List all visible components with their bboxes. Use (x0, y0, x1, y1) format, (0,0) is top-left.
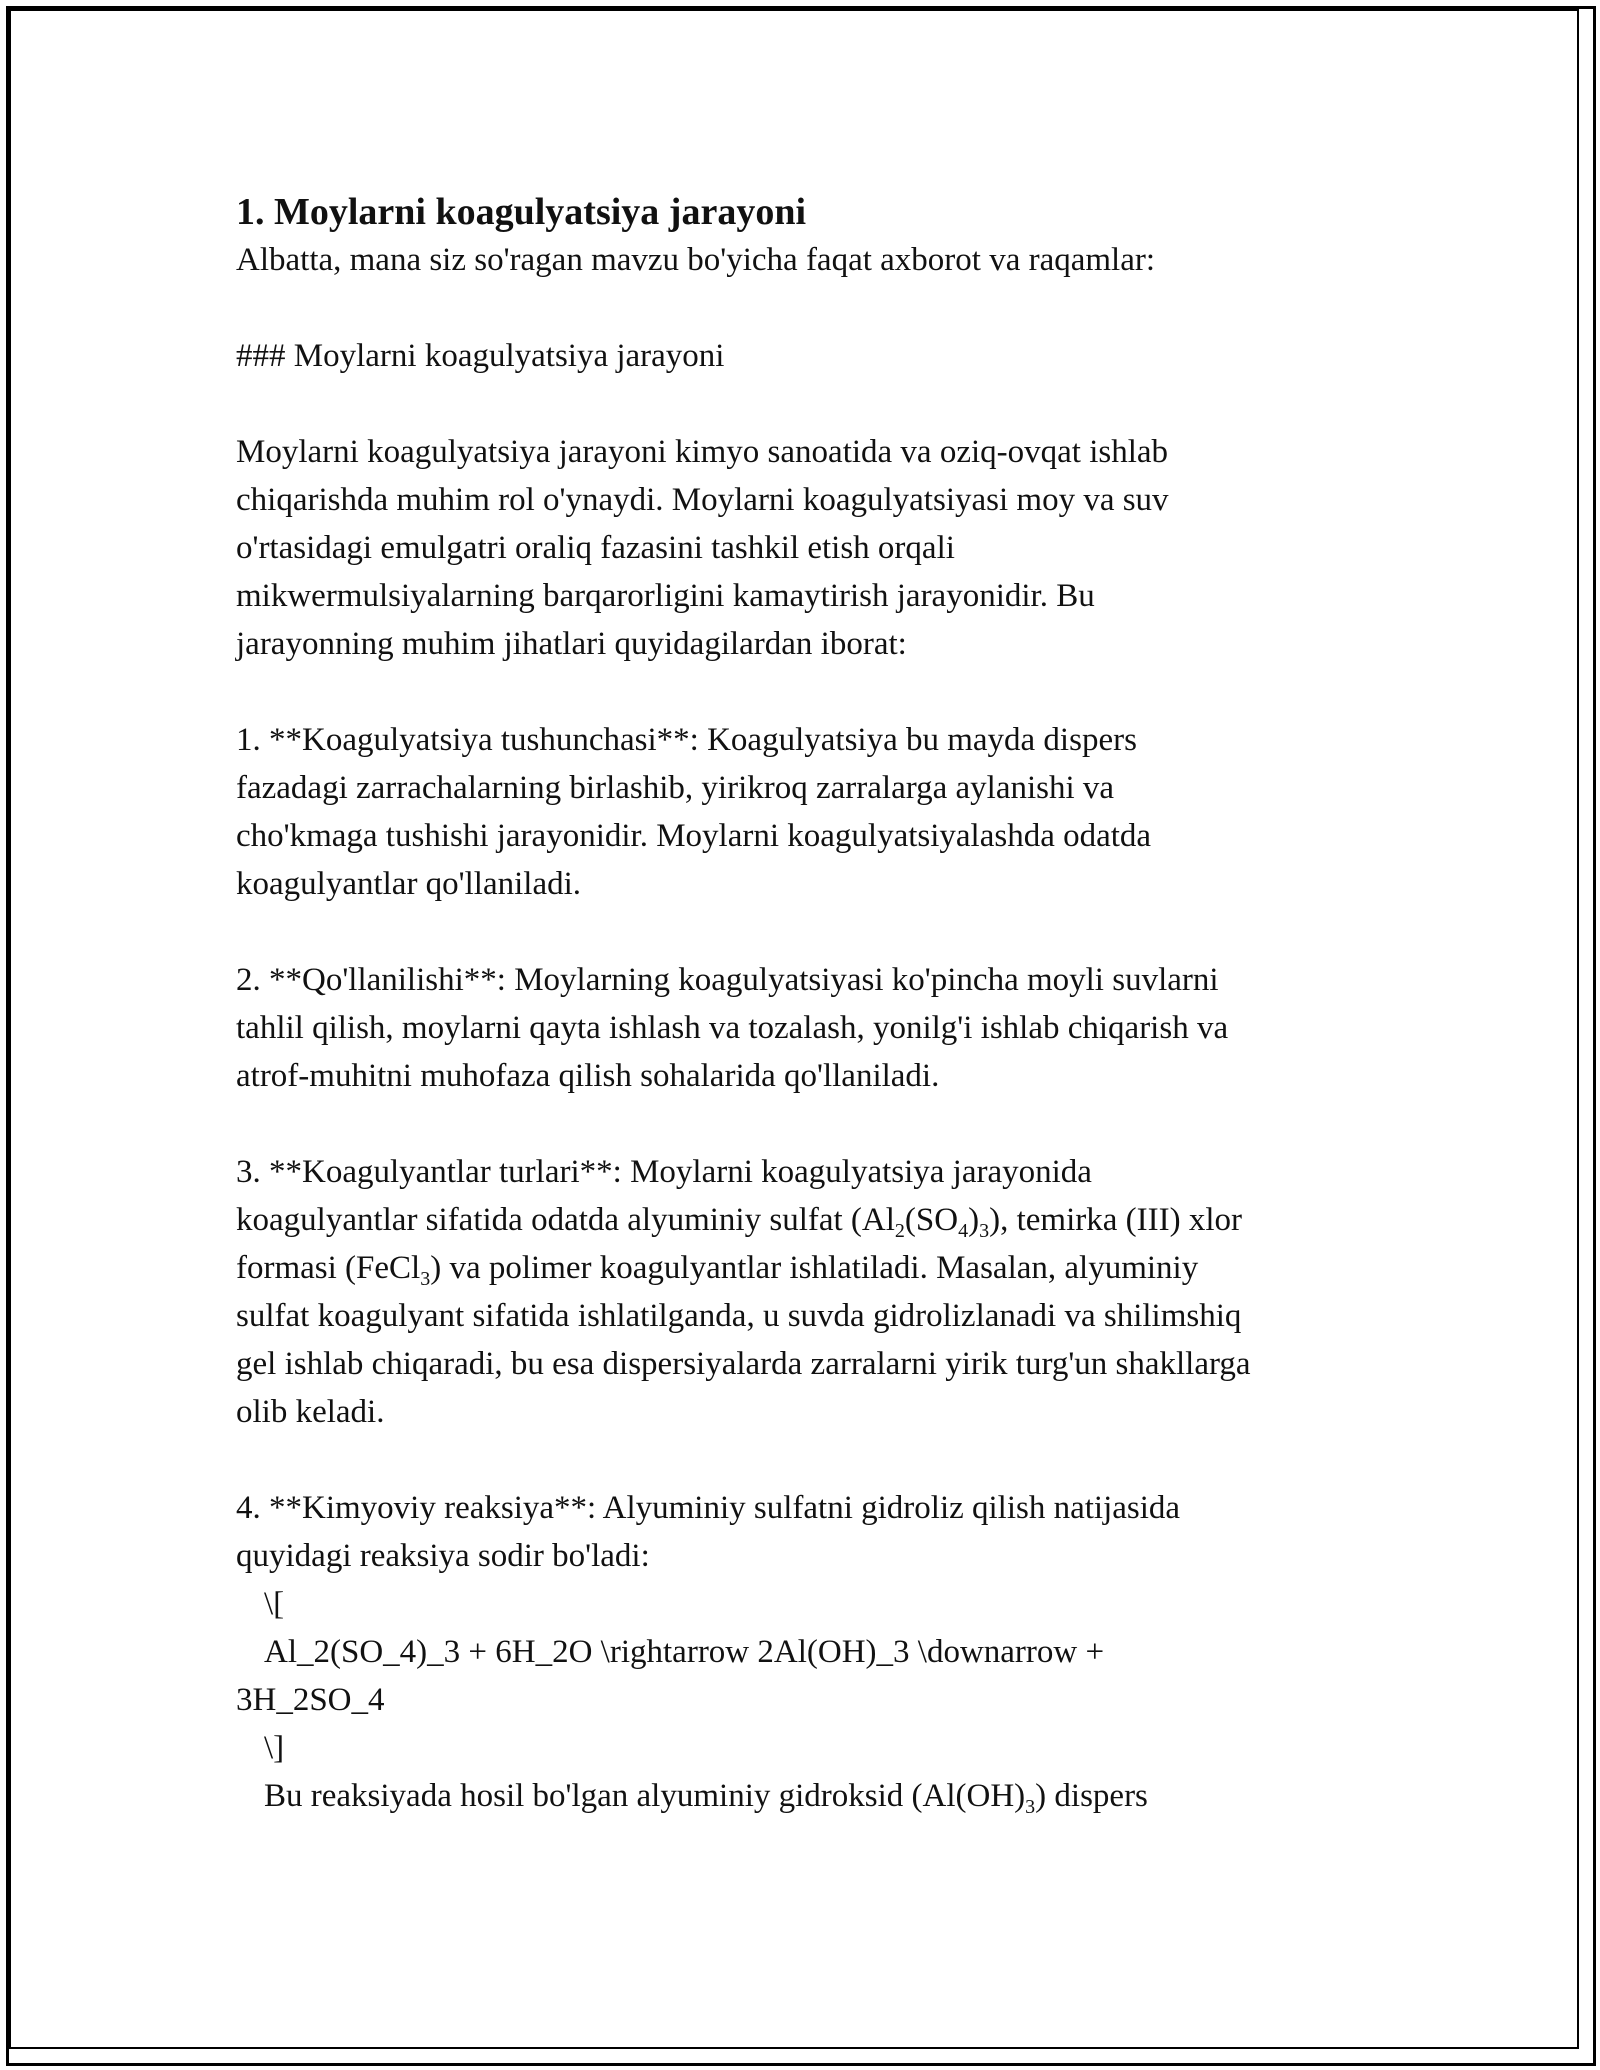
subheading-text: ### Moylarni koagulyatsiya jarayoni (236, 338, 725, 374)
text-run: formasi (FeCl (236, 1250, 421, 1286)
list-item-line: cho'kmaga tushishi jarayonidir. Moylarni koagulyatsiyalashda odatda (236, 818, 1152, 854)
equation-close: \] (264, 1730, 285, 1766)
list-item-line: gel ishlab chiqaradi, bu esa dispersiyalarda zarralarni yirik turg'un shakllarga (236, 1346, 1251, 1382)
spacer (236, 668, 1376, 716)
list-item-4 (236, 1484, 1376, 1820)
paragraph-line: jarayonning muhim jihatlari quyidagilardan iborat: (236, 626, 907, 662)
subscript: 3 (979, 1220, 990, 1242)
list-item-line: 1. **Koagulyatsiya tushunchasi**: Koagulyatsiya bu mayda dispers (236, 722, 1137, 758)
text-run: (SO (904, 1202, 959, 1238)
list-item-line: fazadagi zarrachalarning birlashib, yirikroq zarralarga aylanishi va (236, 770, 1115, 806)
document-body (236, 188, 1376, 1820)
list-item-line (236, 1196, 1376, 1244)
paragraph-line: mikwermulsiyalarning barqarorligini kamaytirish jarayonidir. Bu (236, 578, 1095, 614)
equation-line: Al_2(SO_4)_3 + 6H_2O \rightarrow 2Al(OH)_3 \downarrow + (264, 1634, 1105, 1670)
subscript: 4 (958, 1220, 969, 1242)
text-run: ), temirka (III) xlor (989, 1202, 1242, 1238)
list-item-2 (236, 956, 1376, 1100)
paragraph-line: chiqarishda muhim rol o'ynaydi. Moylarni koagulyatsiyasi moy va suv (236, 482, 1169, 518)
spacer (236, 1436, 1376, 1484)
list-item-line: sulfat koagulyant sifatida ishlatilganda, u suvda gidrolizlanadi va shilimshiq (236, 1298, 1242, 1334)
list-item-line: 3. **Koagulyantlar turlari**: Moylarni koagulyatsiya jarayonida (236, 1154, 1092, 1190)
list-item-line (236, 1244, 1376, 1292)
subscript: 3 (1025, 1796, 1036, 1818)
list-item-1 (236, 716, 1376, 908)
paragraph-line: Moylarni koagulyatsiya jarayoni kimyo sanoatida va oziq-ovqat ishlab (236, 434, 1169, 470)
text-run: Bu reaksiyada hosil bo'lgan alyuminiy gidroksid (Al(OH) (264, 1778, 1026, 1814)
paragraph-1 (236, 428, 1376, 668)
text-run: koagulyantlar sifatida odatda alyuminiy sulfat (Al (236, 1202, 895, 1238)
subscript: 3 (420, 1268, 431, 1290)
list-item-line: koagulyantlar qo'llaniladi. (236, 866, 582, 902)
subscript: 2 (894, 1220, 905, 1242)
spacer (236, 380, 1376, 428)
text-run: ) (968, 1202, 980, 1238)
list-item-3 (236, 1148, 1376, 1436)
equation-line: 3H_2SO_4 (236, 1682, 385, 1718)
equation-open: \[ (264, 1586, 285, 1622)
list-item-line: 4. **Kimyoviy reaksiya**: Alyuminiy sulfatni gidroliz qilish natijasida (236, 1490, 1181, 1526)
list-item-line (236, 1772, 1376, 1820)
text-run: ) dispers (1035, 1778, 1148, 1814)
intro-text: Albatta, mana siz so'ragan mavzu bo'yicha faqat axborot va raqamlar: (236, 242, 1156, 278)
spacer (236, 908, 1376, 956)
list-item-line: quyidagi reaksiya sodir bo'ladi: (236, 1538, 650, 1574)
list-item-line: 2. **Qo'llanilishi**: Moylarning koagulyatsiyasi ko'pincha moyli suvlarni (236, 962, 1219, 998)
list-item-line: olib keladi. (236, 1394, 385, 1430)
paragraph-line: o'rtasidagi emulgatri oraliq fazasini tashkil etish orqali (236, 530, 955, 566)
text-run: ) va polimer koagulyantlar ishlatiladi. Masalan, alyuminiy (430, 1250, 1199, 1286)
spacer (236, 1100, 1376, 1148)
list-item-line: atrof-muhitni muhofaza qilish sohalarida qo'llaniladi. (236, 1058, 940, 1094)
spacer (236, 284, 1376, 332)
document-heading: 1. Moylarni koagulyatsiya jarayoni (236, 191, 807, 233)
list-item-line: tahlil qilish, moylarni qayta ishlash va tozalash, yonilg'i ishlab chiqarish va (236, 1010, 1229, 1046)
